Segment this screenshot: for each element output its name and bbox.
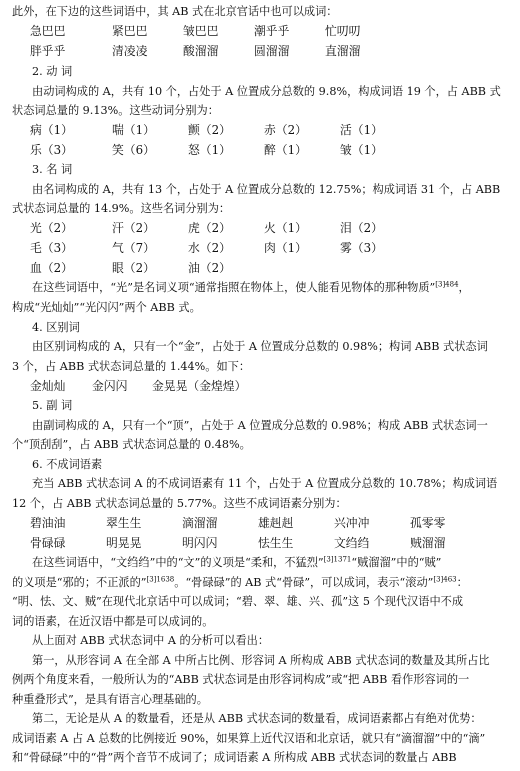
word-item: 孤零零 — [410, 516, 446, 530]
word-item: 直溜溜 — [325, 44, 361, 58]
word-item: 酸溜溜 — [183, 44, 219, 58]
word-item: 皱巴巴 — [183, 24, 219, 38]
word-item: 滴溜溜 — [182, 516, 218, 530]
word-item: 笑（6） — [112, 143, 155, 157]
word-item: 胖乎乎 — [30, 44, 66, 58]
word-item: 兴冲冲 — [334, 516, 370, 530]
paragraph-line: 词的语素，在近汉语中都是可以成词的。 — [12, 615, 214, 628]
word-item: 气（7） — [112, 241, 155, 255]
paragraph-line: 由动词构成的 A，共有 10 个，占处于 A 位置成分总数的 9.8%，构成词语 19 个，占 ABB 式 — [32, 85, 501, 98]
word-item: 潮乎乎 — [254, 24, 290, 38]
word-item: 金灿灿 — [30, 379, 66, 393]
line-text: 的义项是“邪的；不正派的” — [12, 576, 147, 589]
word-item: 水（2） — [188, 241, 231, 255]
line-text: 在这些词语中，“文绉绉”中的“文”的义项是“柔和，不猛烈” — [32, 556, 324, 569]
word-item: 怯生生 — [258, 536, 294, 550]
word-item: 喘（1） — [112, 123, 155, 137]
section-heading: 6. 不成词语素 — [32, 458, 103, 471]
section-heading: 5. 副 词 — [32, 399, 73, 412]
word-item: 虎（2） — [188, 221, 231, 235]
word-item: 明晃晃 — [106, 536, 142, 550]
word-item: 碧油油 — [30, 516, 66, 530]
word-item: 急巴巴 — [30, 24, 66, 38]
word-item: 颤（2） — [188, 123, 231, 137]
paragraph-line: 式状态词总量的 14.9%。这些名词分别为： — [12, 202, 231, 215]
paragraph-line: 12 个，占 ABB 式状态词总量的 5.77%。这些不成词语素分别为： — [12, 497, 347, 510]
citation-ref: [3]1371 — [323, 555, 352, 564]
paragraph-line: 个“顶刮刮”，占 ABB 式状态词总量的 0.48%。 — [12, 438, 251, 451]
word-item: 忙叨叨 — [325, 24, 361, 38]
paragraph-line: 由名词构成的 A，共有 13 个，占处于 A 位置成分总数的 12.75%；构成词语 31 个，占 ABB — [32, 183, 501, 196]
word-item: 金闪闪 — [92, 379, 128, 393]
word-item: 血（2） — [30, 261, 73, 275]
word-item: 贼溜溜 — [410, 536, 446, 550]
citation-ref: [3]1638 — [146, 575, 175, 584]
word-item: 骨碌碌 — [30, 536, 66, 550]
word-item: 病（1） — [30, 123, 73, 137]
paragraph-line: 3 个，占 ABB 式状态词总量的 1.44%。如下： — [12, 360, 251, 373]
paragraph-line: 由区别词构成的 A，只有一个“金”，占处于 A 位置成分总数的 0.98%；构词 ABB 式状态词 — [32, 340, 488, 353]
word-item: 汗（2） — [112, 221, 155, 235]
word-item: 紧巴巴 — [112, 24, 148, 38]
word-item: 明闪闪 — [182, 536, 218, 550]
section-heading: 3. 名 词 — [32, 163, 73, 176]
word-item: 雾（3） — [340, 241, 383, 255]
paragraph-line: “明、怯、文、贼”在现代北京话中可以成词；“碧、翠、雄、兴、孤”这 5 个现代汉语中不成 — [12, 595, 464, 608]
citation-ref: [3]463 — [433, 575, 457, 584]
citation-ref: [3]484 — [435, 280, 459, 289]
paragraph-line: 第一，从形容词 A 在全部 A 中所占比例、形容词 A 所构成 ABB 式状态词的数量及其所占比 — [32, 654, 490, 667]
line-text: “贼溜溜”中的“贼” — [351, 556, 442, 569]
paragraph-line: 状态词总量的 9.13%。这些动词分别为： — [12, 104, 219, 117]
word-item: 火（1） — [264, 221, 307, 235]
word-item: 乐（3） — [30, 143, 73, 157]
word-item: 眼（2） — [112, 261, 155, 275]
word-item: 毛（3） — [30, 241, 73, 255]
line-text: 在这些词语中，“光”是名词义项“通常指照在物体上，使人能看见物体的那种物质” — [32, 281, 436, 294]
word-item: 光（2） — [30, 221, 73, 235]
paragraph-line: 从上面对 ABB 式状态词中 A 的分析可以看出： — [32, 634, 270, 647]
paragraph-line: 的义项是“邪的；不正派的”$^{[3]1638}$。“骨碌碌”的 AB 式“骨碌”，可以成词，表示“滚动”$^{[3]463}$： — [12, 575, 468, 589]
word-item: 泪（2） — [340, 221, 383, 235]
word-item: 圆溜溜 — [254, 44, 290, 58]
word-item: 文绉绉 — [334, 536, 370, 550]
paragraph-line: 第二，无论是从 A 的数量看，还是从 ABB 式状态词的数量看，成词语素都占有绝对优势： — [32, 712, 482, 725]
section-heading: 4. 区别词 — [32, 321, 80, 334]
word-item: 油（2） — [188, 261, 231, 275]
paragraph-line: 在这些词语中，“光”是名词义项“通常指照在物体上，使人能看见物体的那种物质”$^{[3]484}$， — [32, 280, 470, 294]
paragraph-line — [32, 553, 512, 572]
word-item: 翠生生 — [106, 516, 142, 530]
word-item: 金晃晃（金煌煌） — [152, 379, 247, 393]
paragraph-line: 构成“光灿灿”“光闪闪”两个 ABB 式。 — [12, 301, 201, 314]
paragraph-line: 例两个角度来看，一般所认为的“ABB 式状态词是由形容词构成”或“把 ABB 看作形容词的一 — [12, 673, 470, 686]
line-text: 。“骨碌碌”的 AB 式“骨碌”，可以成词，表示“滚动” — [174, 576, 434, 589]
word-item: 皱（1） — [340, 143, 383, 157]
word-item: 赤（2） — [264, 123, 307, 137]
paragraph-line: 和“骨碌碌”中的“骨”两个音节不成词了；成词语素 A 所构成 ABB 式状态词的数量占 ABB — [12, 751, 457, 764]
paragraph-line: 充当 ABB 式状态词 A 的不成词语素有 11 个，占处于 A 位置成分总数的 10.78%；构成词语 — [32, 477, 498, 490]
word-item: 醉（1） — [264, 143, 307, 157]
paragraph-line: 由副词构成的 A，只有一个“顶”，占处于 A 位置成分总数的 0.98%；构成 ABB 式状态词一 — [32, 419, 488, 432]
word-item: 怒（1） — [188, 143, 231, 157]
word-item: 活（1） — [340, 123, 383, 137]
paragraph-line: 此外，在下边的这些词语中，其 AB 式在北京官话中也可以成词： — [12, 5, 338, 18]
word-item: 清凌凌 — [112, 44, 148, 58]
word-item: 肉（1） — [264, 241, 307, 255]
paragraph-line: 成词语素 A 占 A 总数的比例接近 90%，如果算上近代汉语和北京话，就只有“滴溜溜”中的“滴” — [12, 732, 486, 745]
paragraph-line: 种重叠形式”，是具有语言心理基础的。 — [12, 693, 208, 706]
word-item: 雄赳赳 — [258, 516, 294, 530]
section-heading: 2. 动 词 — [32, 65, 73, 78]
